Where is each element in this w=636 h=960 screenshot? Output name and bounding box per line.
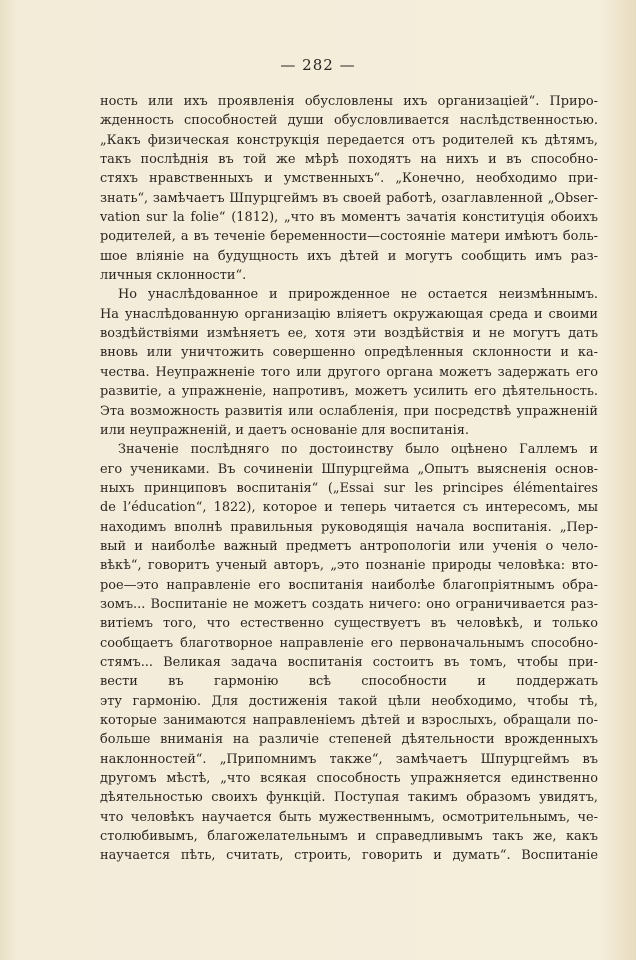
text-line: больше вниманія на различіе степеней дѣятельности врожденныхъ — [100, 732, 598, 748]
text-line: дѣятельностью своихъ функцій. Поступая такимъ образомъ увидятъ, — [100, 790, 598, 806]
text-line: vation sur la folie“ (1812), „что въ моментъ зачатія конституція обоихъ — [100, 210, 598, 226]
text-line: или неупражненій, и даетъ основаніе для воспитанія. — [100, 422, 470, 438]
text-line: личныя склонности“. — [100, 268, 247, 284]
text-line: Значеніе послѣдняго по достоинству было оцѣнено Галлемъ и — [118, 442, 598, 458]
text-line: зомъ... Воспитаніе не можетъ создать ничего: оно ограничивается раз- — [100, 596, 598, 612]
text-line: эту гармонію. Для достиженія такой цѣли необходимо, чтобы тѣ, — [100, 693, 598, 709]
text-line: его учениками. Въ сочиненіи Шпурцгейма „Опытъ выясненія основ- — [100, 461, 598, 477]
text-line: знать“, замѣчаетъ Шпурцгеймъ въ своей работѣ, озаглавленной „Obser- — [100, 190, 598, 206]
text-line: Эта возможность развитія или ослабленія, при посредствѣ упражненій — [100, 403, 598, 419]
text-line: такъ послѣднія въ той же мѣрѣ походятъ на нихъ и въ способно- — [100, 152, 598, 168]
text-line: витіемъ того, что естественно существуетъ въ человѣкѣ, и только — [100, 616, 598, 632]
text-line: воздѣйствіями измѣняетъ ее, хотя эти воздѣйствія и не могутъ дать — [100, 326, 598, 342]
text-line: стяхъ нравственныхъ и умственныхъ“. „Конечно, необходимо при- — [100, 171, 598, 187]
text-line: другомъ мѣстѣ, „что всякая способность упражняется единственно — [100, 771, 598, 787]
text-line: находимъ вполнѣ правильныя руководящія начала воспитанія. „Пер- — [100, 519, 598, 535]
text-line: вый и наиболѣе важный предметъ антропологіи или ученія о чело- — [100, 538, 598, 554]
text-line: которые занимаются направленіемъ дѣтей и взрослыхъ, обращали по- — [100, 713, 598, 728]
text-line: шое вліяніе на будущность ихъ дѣтей и могутъ сообщить имъ раз- — [100, 248, 598, 264]
text-line: ность или ихъ проявленія обусловлены ихъ организаціей“. Приро- — [100, 94, 598, 109]
text-line: вести въ гармонію всѣ способности и поддержать — [100, 674, 598, 690]
text-line: ныхъ принциповъ воспитанія“ („Essai sur les principes élémentaires — [100, 480, 598, 496]
text-line: рое—это направленіе его воспитанія наиболѣе благопріятнымъ обра- — [100, 577, 598, 593]
text-line: столюбивымъ, благожелательнымъ и справедливымъ такъ же, какъ — [100, 829, 598, 845]
text-line: наклонностей“. „Припомнимъ также“, замѣчаетъ Шпурцгеймъ въ — [100, 751, 598, 767]
text-line: чества. Неупражненіе того или другого органа можетъ задержать его — [100, 364, 598, 380]
text-line: родителей, а въ теченіе беременности—состояніе матери имѣютъ боль- — [100, 229, 598, 245]
text-line: Но унаслѣдованное и прирожденное не остается неизмѣннымъ. — [118, 287, 598, 303]
text-line: сообщаетъ благотворное направленіе его первоначальнымъ способно- — [100, 635, 598, 651]
text-line: de l’éducation“, 1822), которое и теперь читается съ интересомъ, мы — [100, 500, 598, 516]
text-line: На унаслѣдованную организацію вліяетъ окружающая среда и своими — [100, 306, 598, 322]
text-line: вновь или уничтожить совершенно опредѣленныя склонности и ка- — [100, 345, 598, 361]
text-line: научается пѣть, считать, строить, говорить и думать“. Воспитаніе — [100, 848, 598, 864]
page-number: — 282 — — [280, 56, 356, 74]
body-text — [100, 92, 598, 866]
text-line: жденность способностей души обусловливается наслѣдственностью. — [100, 113, 598, 129]
text-line: стямъ... Великая задача воспитанія состоитъ въ томъ, чтобы при- — [100, 654, 598, 670]
text-line: развитіе, а упражненіе, напротивъ, можетъ усилить его дѣятельность. — [100, 384, 598, 400]
text-line: вѣкѣ“, говоритъ ученый авторъ, „это познаніе природы человѣка: вто- — [100, 558, 598, 574]
text-line: что человѣкъ научается быть мужественнымъ, осмотрительнымъ, че- — [100, 809, 598, 825]
text-line: „Какъ физическая конструкція передается отъ родителей къ дѣтямъ, — [100, 132, 598, 148]
